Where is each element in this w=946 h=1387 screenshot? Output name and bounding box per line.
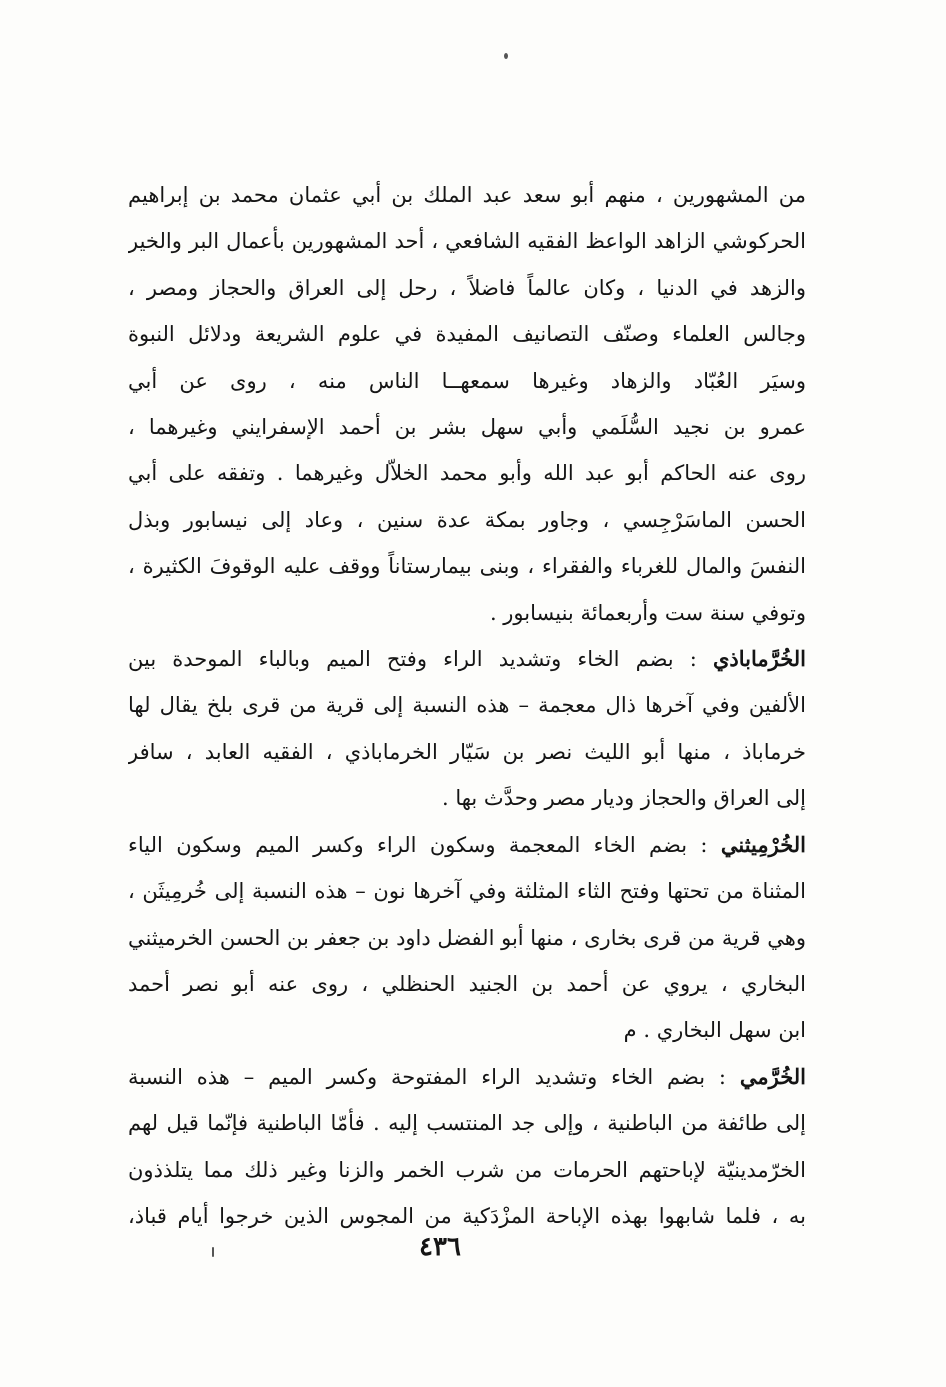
- text-line: البخاري ، يروي عن أحمد بن الجنيد الحنظلي ، روى عنه أبو نصر أحمد: [128, 971, 806, 996]
- text-line: الحسن الماسَرْجِسي ، وجاور بمكة عدة سنين ، وعاد إلى نيسابور وبذل: [128, 507, 806, 532]
- entry-text: : بضم الخاء وتشديد الراء وفتح الميم وبالباء الموحدة بين: [128, 647, 697, 672]
- text-line: وتوفي سنة ست وأربعمائة بنيسابور .: [489, 600, 806, 625]
- text-line: إلى طائفة من الباطنية ، وإلى جد المنتسب إليه . فأمّا الباطنية فإنّما قيل لهم: [128, 1111, 806, 1136]
- entry-text: : بضم الخاء وتشديد الراء المفتوحة وكسر الميم – هذه النسبة: [128, 1064, 726, 1089]
- text-line: الخرّمدينيّة لإباحتهم الحرمات من شرب الخمر والزنا وغير ذلك مما يتلذذون: [128, 1157, 806, 1182]
- entry-text: : بضم الخاء المعجمة وسكون الراء وكسر الميم وسكون الياء: [128, 832, 708, 857]
- entry-heading: الخُرْمِيثني: [720, 831, 806, 857]
- scan-speck: [504, 53, 508, 59]
- text-line: النفسَ والمال للغرباء والفقراء ، وبنى بيمارستاناً ووقف عليه الوقوفَ الكثيرة ،: [128, 554, 806, 579]
- text-line: والزهد في الدنيا ، وكان عالماً فاضلاً ، رحل إلى العراق والحجاز ومصر ،: [128, 275, 806, 300]
- text-line: عمرو بن نجيد السُّلَمي وأبي سهل بشر بن أحمد الإسفرايني وغيرهما ،: [128, 415, 806, 440]
- text-line: الألفين وفي آخرها ذال معجمة – هذه النسبة إلى قرية من قرى بلخ يقال لها: [128, 693, 806, 718]
- entry-first-line: [128, 1054, 806, 1100]
- text-line: خرماباذ ، منها أبو الليث نصر بن سَيّار الخرماباذي ، الفقيه العابد ، سافر: [128, 739, 806, 764]
- entry-first-line: [128, 636, 806, 682]
- text-line: الحركوشي الزاهد الواعظ الفقيه الشافعي ، أحد المشهورين بأعمال البر والخير: [128, 229, 806, 254]
- text-line: من المشهورين ، منهم أبو سعد عبد الملك بن أبي عثمان محمد بن إبراهيم: [128, 183, 806, 207]
- text-line: وهي قرية من قرى بخارى ، منها أبو الفضل داود بن جعفر بن الحسن الخرميثني: [128, 925, 806, 950]
- entry-heading: الخُرَّماباذي: [712, 646, 806, 672]
- scan-speck: [212, 1247, 214, 1257]
- text-line: به ، فلما شابهوا بهذه الإباحة المزْدَكية من المجوس الذين خرجوا أيام قباذ،: [128, 1203, 806, 1228]
- text-line: وسيَر العُبّاد والزهاد وغيرها سمعهــا الناس منه ، روى عن أبي: [128, 368, 806, 393]
- text-line: إلى العراق والحجاز وديار مصر وحدَّث بها .: [441, 786, 806, 811]
- entry-first-line: [128, 822, 806, 868]
- page-number: ٤٣٦: [419, 1232, 461, 1262]
- text-line: ابن سهل البخاري . م: [623, 1018, 806, 1043]
- text-line: المثناة من تحتها وفتح الثاء المثلثة وفي آخرها نون – هذه النسبة إلى خُرمِيثَن ،: [128, 879, 806, 904]
- text-line: روى عنه الحاكم أبو عبد الله وأبو محمد الخلاّل وغيرهما . وتفقه على أبي: [128, 461, 806, 486]
- page-body: [128, 172, 806, 1239]
- entry-heading: الخُرَّمي: [739, 1063, 806, 1089]
- text-line: وجالس العلماء وصنّف التصانيف المفيدة في علوم الشريعة ودلائل النبوة: [128, 322, 806, 347]
